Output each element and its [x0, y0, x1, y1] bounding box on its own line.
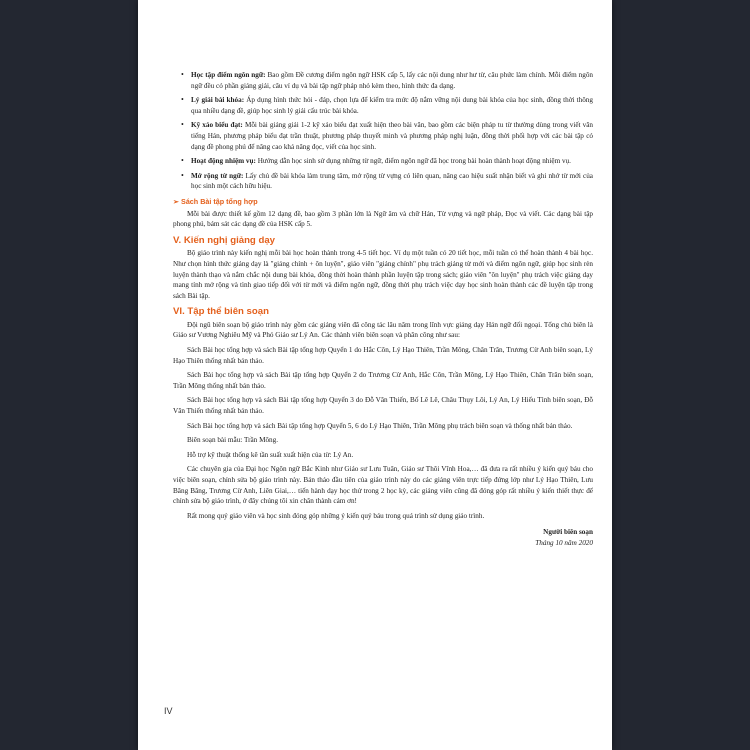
- list-item: [191, 156, 593, 167]
- section-6-paragraph: Sách Bài học tổng hợp và sách Bài tập tổng hợp Quyển 5, 6 do Lý Hạo Thiên, Trần Mông phụ trách biên soạn và thống nhất bản thảo.: [187, 421, 573, 430]
- section-6-paragraph: Rất mong quý giáo viên và học sinh đóng góp những ý kiến quý báu trong quá trình sử dụng giáo trình.: [187, 511, 485, 520]
- sub-paragraph: Mỗi bài được thiết kế gồm 12 dạng đề, bao gồm 3 phần lớn là Ngữ âm và chữ Hán, Từ vựng và ngữ pháp, Đọc và viết. Các dạng bài tập phong phú, bám sát các dạng đề của HSK cấp 5.: [173, 209, 593, 229]
- list-item: [191, 120, 593, 152]
- date: Tháng 10 năm 2020: [535, 538, 593, 547]
- item-title: Mở rộng từ ngữ:: [191, 171, 244, 180]
- section-6-paragraph: Biên soạn bài mẫu: Trần Mông.: [187, 436, 279, 445]
- item-text: Bao gồm Đề cương điểm ngôn ngữ HSK cấp 5, lấy các nội dung như hư từ, câu phức làm chính. Mỗi điểm ngôn ngữ đều có phần giảng giải, câu ví dụ và bài tập ngữ pháp nhỏ kèm theo, hình thức đa dạng.: [191, 71, 594, 90]
- item-text: Áp dụng hình thức hỏi - đáp, chọn lựa để kiểm tra mức độ nắm vững nội dung bài khóa của học sinh, đồng thời thông qua nhiều dạng đề, giúp học sinh lý giải cấu trúc bài khóa.: [191, 96, 593, 115]
- section-6-paragraph: Đội ngũ biên soạn bộ giáo trình này gồm các giảng viên đã công tác lâu năm trong lĩnh vực giảng dạy Hán ngữ đối ngoại. Tổng chủ biên là Giáo sư Vương Nghiêu Mỹ và Phó Giáo sư Lý An. Các thành viên biên soạn và phân công như sau:: [173, 320, 593, 340]
- signature: Người biên soạn: [543, 528, 593, 537]
- section-6-paragraph: Các chuyên gia của Đại học Ngôn ngữ Bắc Kinh như Giáo sư Lưu Tuân, Giáo sư Thôi Vĩnh Hoa,… đã đưa ra rất nhiều ý kiến quý báu cho việc biên soạn, chỉnh sửa bộ giáo trình này. Bản thảo đầu tiên của giáo trình này do các giảng viên trực tiếp đứng lớp như Lý Hạo Thiên, Lưu Băng Băng, Trương Cừ Anh, Liên Giai,… tiến hành dạy học thử trong 2 học kỳ, các giảng viên cũng đã đóng góp rất nhiều ý kiến thiết thực để chỉnh sửa bộ giáo trình, ở đây chúng tôi xin chân thành cảm ơn!: [173, 465, 593, 506]
- item-text: Mỗi bài giảng giải 1-2 kỹ xảo biểu đạt xuất hiện theo bài văn, bao gồm các biện pháp tu từ thường dùng trong viết văn tiếng Hán, phương pháp biểu đạt trần thuật, phương pháp thuyết minh và phương pháp nghị luận, đồng thời phối hợp với các bài tập có dạng đề phong phú để nâng cao khả năng đọc, viết của học sinh.: [191, 121, 594, 151]
- section-heading-6: VI. Tập thể biên soạn: [173, 306, 269, 318]
- section-6-paragraph: Sách Bài học tổng hợp và sách Bài tập tổng hợp Quyển 1 do Hắc Côn, Lý Hạo Thiên, Trần Mông, Chân Trân, Trương Cừ Anh biên soạn, Lý Hạo Thiên thống nhất bản thảo.: [173, 346, 593, 365]
- item-text: Lấy chủ đề bài khóa làm trung tâm, mở rộng từ vựng có liên quan, nâng cao hiệu suất nhận biết và ghi nhớ từ mới của học sinh một cách hữu hiệu.: [191, 171, 594, 191]
- item-title: Lý giải bài khóa:: [191, 96, 245, 105]
- document-page: [138, 0, 612, 750]
- feature-list: [173, 70, 593, 192]
- section-6-paragraph: Sách Bài học tổng hợp và sách Bài tập tổng hợp Quyển 2 do Trương Cừ Anh, Hắc Côn, Trần Mông, Lý Hạo Thiên, Chân Trân biên soạn, Trần Mông thống nhất bản thảo.: [173, 371, 593, 390]
- item-title: Học tập điểm ngôn ngữ:: [191, 71, 266, 79]
- item-title: Kỹ xảo biểu đạt:: [191, 121, 243, 130]
- item-title: Hoạt động nhiệm vụ:: [191, 157, 256, 166]
- section-heading-5: V. Kiến nghị giảng dạy: [173, 234, 275, 246]
- section-6-paragraph: Sách Bài học tổng hợp và sách Bài tập tổng hợp Quyển 3 do Đỗ Văn Thiến, Bố Lê Lê, Châu Thụy Lôi, Lý An, Lý Hiểu Tình biên soạn, Đỗ Văn Thiến thống nhất bản thảo.: [173, 396, 593, 416]
- list-item: [191, 70, 593, 91]
- section-6-paragraph: Hỗ trợ kỹ thuật thống kê tần suất xuất hiện của từ: Lý An.: [187, 450, 354, 459]
- sub-heading: ➢ Sách Bài tập tổng hợp: [173, 196, 258, 206]
- item-text: Hướng dẫn học sinh sử dụng những từ ngữ, điểm ngôn ngữ đã học trong bài hoàn thành hoạt động nhiệm vụ.: [257, 157, 571, 166]
- page-content: [173, 70, 593, 549]
- list-item: [191, 171, 593, 192]
- list-item: [191, 95, 593, 116]
- page-number: IV: [164, 706, 173, 716]
- section-5-paragraph: Bộ giáo trình này kiến nghị mỗi bài học hoàn thành trong 4-5 tiết học. Ví dụ một tuần có 20 tiết học, mỗi tuần có thể hoàn thành 4 bài học. Như chọn hình thức giảng dạy là "giảng chính + ôn luyện", giáo viên "giảng chính" phụ trách giảng từ mới và điểm ngôn ngữ, giúp học sinh rèn luyện thành thạo và nắm chắc nội dung bài khóa, đồng thời hoàn thành phần luyện tập trong sách; giáo viên "ôn luyện" phụ trách việc giảng dạy mang tính mở rộng và tình giao tiếp đối với từ mới và điểm ngôn ngữ, đồng thời phụ trách việc dạy học sinh hoàn thành các đề luyện tập trong sách Bài tập.: [173, 249, 593, 300]
